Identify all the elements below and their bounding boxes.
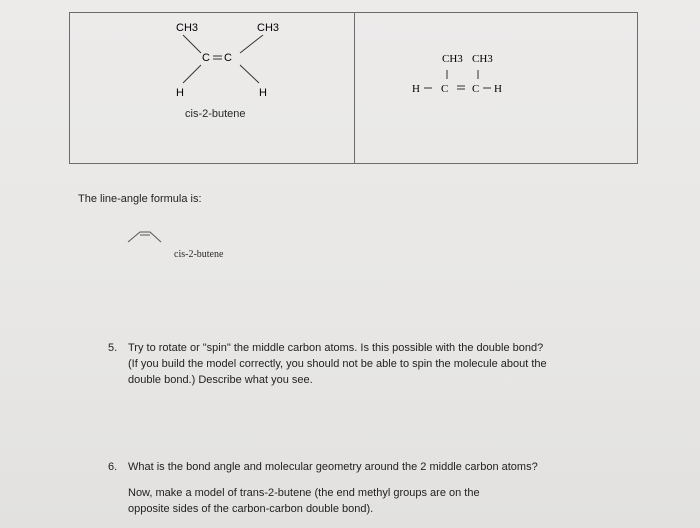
ch3-right-condensed: CH3 <box>472 53 493 65</box>
cis-2-butene-caption: cis-2-butene <box>185 108 246 120</box>
carbon-left-condensed: C <box>441 83 449 95</box>
hydrogen-right-label: H <box>259 87 267 99</box>
question-5-line-1: Try to rotate or "spin" the middle carbon atoms. Is this possible with the double bond? <box>128 342 544 354</box>
line-angle-prompt: The line-angle formula is: <box>78 193 202 205</box>
ch3-left-condensed: CH3 <box>442 53 463 65</box>
question-5-text <box>128 340 547 388</box>
condensed-formula-drawing <box>355 13 637 163</box>
bond-ch3-left <box>183 35 201 53</box>
question-5-number: 5. <box>108 342 118 354</box>
hydrogen-left-condensed: H <box>412 83 420 95</box>
question-6-followup-2: opposite sides of the carbon-carbon double bond). <box>128 503 374 515</box>
cis-2-butene-skeletal-cell <box>70 13 355 163</box>
question-6-number: 6. <box>108 461 118 473</box>
bond-ch3-right <box>240 35 263 53</box>
carbon-chain-line <box>128 232 161 242</box>
question-6-followup-1: Now, make a model of trans-2-butene (the end methyl groups are on the <box>128 487 480 499</box>
line-angle-formula-drawing <box>126 228 166 248</box>
ch3-right-label: CH3 <box>257 22 280 34</box>
condensed-formula-cell <box>355 13 637 163</box>
ch3-left-label: CH3 <box>176 22 199 34</box>
structures-table <box>69 12 638 164</box>
line-angle-caption: cis-2-butene <box>174 249 224 260</box>
question-6-line-1: What is the bond angle and molecular geometry around the 2 middle carbon atoms? <box>128 461 538 473</box>
question-6 <box>108 459 628 519</box>
hydrogen-right-condensed: H <box>494 83 502 95</box>
question-6-text <box>128 459 538 517</box>
carbon-left-label: C <box>202 52 210 64</box>
question-5-line-2: (If you build the model correctly, you should not be able to spin the molecule about the <box>128 358 547 370</box>
carbon-right-condensed: C <box>472 83 480 95</box>
cis-2-butene-skeletal-drawing <box>70 13 354 163</box>
bond-h-right <box>240 65 259 83</box>
question-5 <box>108 340 628 390</box>
bond-h-left <box>183 65 201 83</box>
question-5-line-3: double bond.) Describe what you see. <box>128 374 313 386</box>
hydrogen-left-label: H <box>176 87 184 99</box>
carbon-right-label: C <box>224 52 232 64</box>
